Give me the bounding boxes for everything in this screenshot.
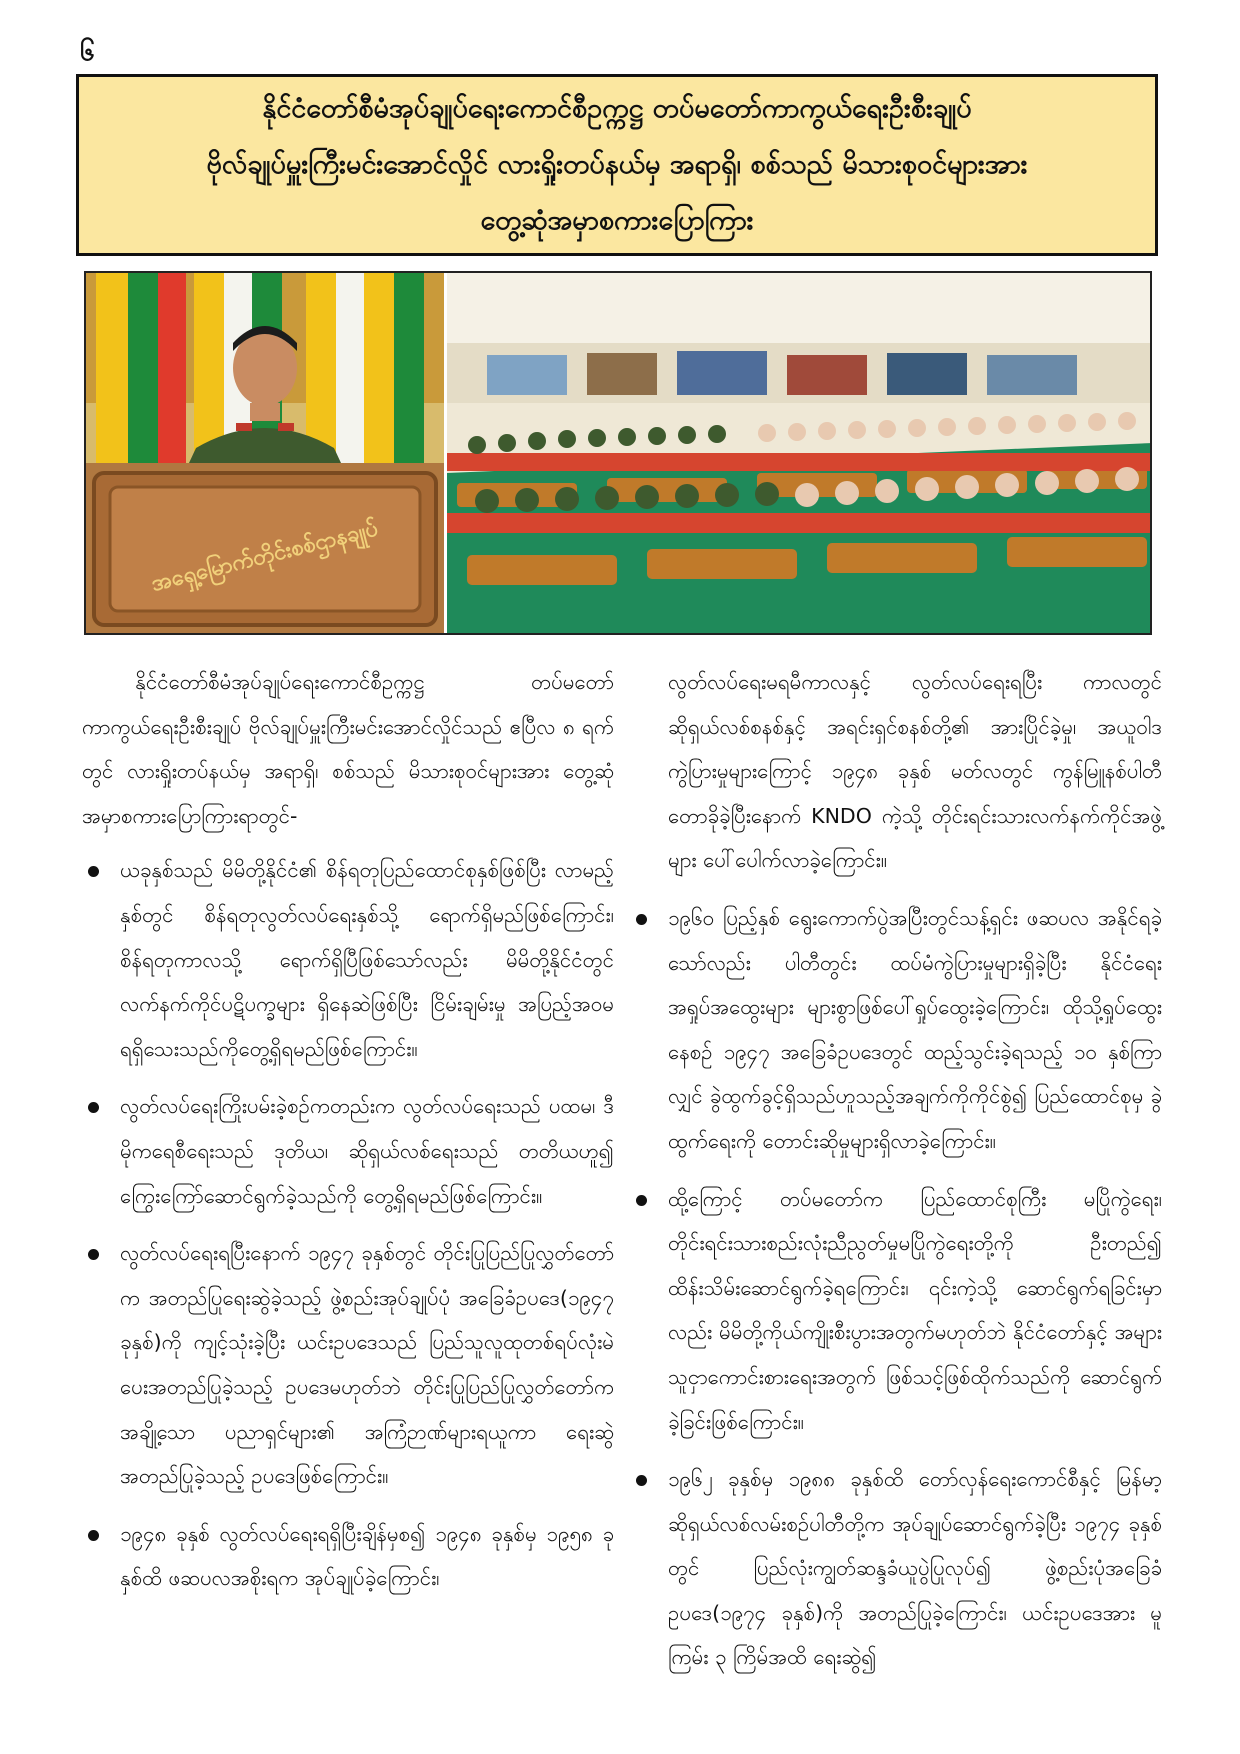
headline-box	[76, 74, 1158, 256]
bullet-icon	[88, 866, 99, 877]
bullet-text: ၁၉၆၂ ခုနှစ်မှ ၁၉၈၈ ခုနှစ်ထိ တော်လှန်ရေးကောင်စီနှင့် မြန်မာ့ဆိုရှယ်လစ်လမ်းစဉ်ပါတီတို့က အုပ်ချုပ်ဆောင်ရွက်ခဲ့ပြီး ၁၉၇၄ ခုနှစ်တွင် ပြည်လုံးကျွတ်ဆန္ဒခံယူပွဲပြုလုပ်၍ ဖွဲ့စည်းပုံအခြေခံဥပဒေ(၁၉၇၄ ခုနှစ်)ကို အတည်ပြုခဲ့ကြောင်း၊ ယင်းဥပဒေအား မူကြမ်း ၃ ကြိမ်အထိ ရေးဆွဲ၍	[668, 1467, 1162, 1670]
bullet-text: ၁၉၄၈ ခုနှစ် လွတ်လပ်ရေးရရှိပြီးချိန်မှစ၍ ၁၉၄၈ ခုနှစ်မှ ၁၉၅၈ ခုနှစ်ထိ ဖဆပလအစိုးရက အုပ်ချုပ်ခဲ့ကြောင်း၊	[120, 1521, 614, 1591]
bullet-icon	[636, 1195, 647, 1206]
bullet-text: လွတ်လပ်ရေးကြိုးပမ်းခဲ့စဉ်ကတည်းက လွတ်လပ်ရေးသည် ပထမ၊ ဒီမိုကရေစီရေးသည် ဒုတိယ၊ ဆိုရှယ်လစ်ရေးသည် တတိယဟူ၍ ကြွေးကြော်ဆောင်ရွက်ခဲ့သည်ကို တွေ့ရှိရမည်ဖြစ်ကြောင်း။	[120, 1094, 614, 1208]
headline-line-2: ဗိုလ်ချုပ်မှူးကြီးမင်းအောင်လှိုင် လားရှိုးတပ်နယ်မှ အရာရှိ၊ စစ်သည် မိသားစုဝင်များအား	[206, 149, 1028, 180]
bullet-text: ထို့ကြောင့် တပ်မတော်က ပြည်ထောင်စုကြီး မပြိုကွဲရေး၊ တိုင်းရင်းသားစည်းလုံးညီညွတ်မှုမပြိုကွဲရေးတို့ကို ဦးတည်၍ ထိန်းသိမ်းဆောင်ရွက်ခဲ့ရကြောင်း၊ ၎င်းကဲ့သို့ ဆောင်ရွက်ရခြင်းမှာလည်း မိမိတို့ကိုယ်ကျိုးစီးပွားအတွက်မဟုတ်ဘဲ နိုင်ငံတော်နှင့် အများသူငှာကောင်းစားရေးအတွက် ဖြစ်သင့်ဖြစ်ထိုက်သည်ကို ဆောင်ရွက်ခဲ့ခြင်းဖြစ်ကြောင်း။	[668, 1186, 1162, 1434]
podium-lettering: အရှေ့မြောက်တိုင်းစစ်ဌာနချုပ်	[148, 516, 381, 597]
left-column	[82, 660, 614, 1693]
article-columns	[82, 660, 1162, 1693]
bullet-item	[630, 1457, 1162, 1680]
bullet-icon	[636, 1475, 647, 1486]
bullet-text: လွတ်လပ်ရေးရပြီးနောက် ၁၉၄၇ ခုနှစ်တွင် တိုင်းပြုပြည်ပြုလွှတ်တော်က အတည်ပြုရေးဆွဲခဲ့သည့် ဖွဲ့စည်းအုပ်ချုပ်ပုံ အခြေခံဥပဒေ(၁၉၄၇ ခုနှစ်)ကို ကျင့်သုံးခဲ့ပြီး ယင်းဥပဒေသည် ပြည်သူလူထုတစ်ရပ်လုံးမဲပေးအတည်ပြုခဲ့သည့် ဥပဒေမဟုတ်ဘဲ တိုင်းပြုပြည်ပြုလွှတ်တော်က အချို့သော ပညာရှင်များ၏ အကြံဉာဏ်များရယူကာ ရေးဆွဲအတည်ပြုခဲ့သည့် ဥပဒေဖြစ်ကြောင်း။	[120, 1241, 614, 1489]
right-column	[630, 660, 1162, 1693]
bullet-icon	[88, 1249, 99, 1260]
bullet-item	[630, 896, 1162, 1164]
bullet-item	[630, 1177, 1162, 1445]
page-number: ၆	[80, 37, 95, 67]
audience-photo	[444, 273, 1150, 633]
headline-line-1: နိုင်ငံတော်စီမံအုပ်ချုပ်ရေးကောင်စီဥက္ကဋ္ဌ တပ်မတော်ကာကွယ်ရေးဦးစီးချုပ်	[262, 93, 972, 124]
headline-line-3: တွေ့ဆုံအမှာစကားပြောကြား	[480, 205, 754, 236]
bullet-item	[82, 1231, 614, 1499]
bullet-text: ၁၉၆၀ ပြည့်နှစ် ရွေးကောက်ပွဲအပြီးတွင်သန့်ရှင်း ဖဆပလ အနိုင်ရခဲ့သော်လည်း ပါတီတွင်း ထပ်မံကွဲပြားမှုများရှိခဲ့ပြီး နိုင်ငံရေးအရှုပ်အထွေးများ များစွာဖြစ်ပေါ်ရှုပ်ထွေးခဲ့ကြောင်း၊ ထိုသို့ရှုပ်ထွေးနေစဉ် ၁၉၄၇ အခြေခံဥပဒေတွင် ထည့်သွင်းခဲ့ရသည့် ၁၀ နှစ်ကြာလျှင် ခွဲထွက်ခွင့်ရှိသည်ဟူသည့်အချက်ကိုကိုင်စွဲ၍ ပြည်ထောင်စုမှ ခွဲထွက်ရေးကို တောင်းဆိုမှုများရှိလာခဲ့ကြောင်း။	[668, 905, 1162, 1153]
bullet-icon	[636, 914, 647, 925]
intro-paragraph: နိုင်ငံတော်စီမံအုပ်ချုပ်ရေးကောင်စီဥက္ကဋ္ဌ တပ်မတော်ကာကွယ်ရေးဦးစီးချုပ် ဗိုလ်ချုပ်မှူးကြီးမင်းအောင်လှိုင်သည် ဧပြီလ ၈ ရက်တွင် လားရှိုးတပ်နယ်မှ အရာရှိ၊ စစ်သည် မိသားစုဝင်များအား တွေ့ဆုံအမှာစကားပြောကြားရာတွင်-	[82, 670, 614, 828]
bullet-icon	[88, 1102, 99, 1113]
bullet-text: ယခုနှစ်သည် မိမိတို့နိုင်ငံ၏ စိန်ရတုပြည်ထောင်စုနှစ်ဖြစ်ပြီး လာမည့်နှစ်တွင် စိန်ရတုလွတ်လပ်ရေးနှစ်သို့ ရောက်ရှိမည်ဖြစ်ကြောင်း၊ စိန်ရတုကာလသို့ ရောက်ရှိပြီဖြစ်သော်လည်း မိမိတို့နိုင်ငံတွင် လက်နက်ကိုင်ပဋိပက္ခများ ရှိနေဆဲဖြစ်ပြီး ငြိမ်းချမ်းမှု အပြည့်အဝမရရှိသေးသည်ကိုတွေ့ရှိရမည်ဖြစ်ကြောင်း။	[120, 858, 614, 1061]
bullet-item	[82, 848, 614, 1071]
continued-paragraph: လွတ်လပ်ရေးမရမီကာလနှင့် လွတ်လပ်ရေးရပြီး ကာလတွင် ဆိုရှယ်လစ်စနစ်နှင့် အရင်းရှင်စနစ်တို့၏ အားပြိုင်ခဲ့မှု၊ အယူဝါဒကွဲပြားမှုများကြောင့် ၁၉၄၈ ခုနှစ် မတ်လတွင် ကွန်မြူနစ်ပါတီ တောခိုခဲ့ပြီးနောက် KNDO ကဲ့သို့ တိုင်းရင်းသားလက်နက်ကိုင်အဖွဲ့များ ပေါ်ပေါက်လာခဲ့ကြောင်း။	[668, 670, 1162, 873]
bullet-item	[82, 1084, 614, 1218]
bullet-icon	[88, 1530, 99, 1541]
speaker-photo	[86, 273, 444, 633]
photo-strip	[84, 271, 1152, 635]
bullet-item	[82, 1512, 614, 1601]
audience-illustration	[447, 273, 1150, 633]
speaker-illustration	[86, 273, 444, 633]
